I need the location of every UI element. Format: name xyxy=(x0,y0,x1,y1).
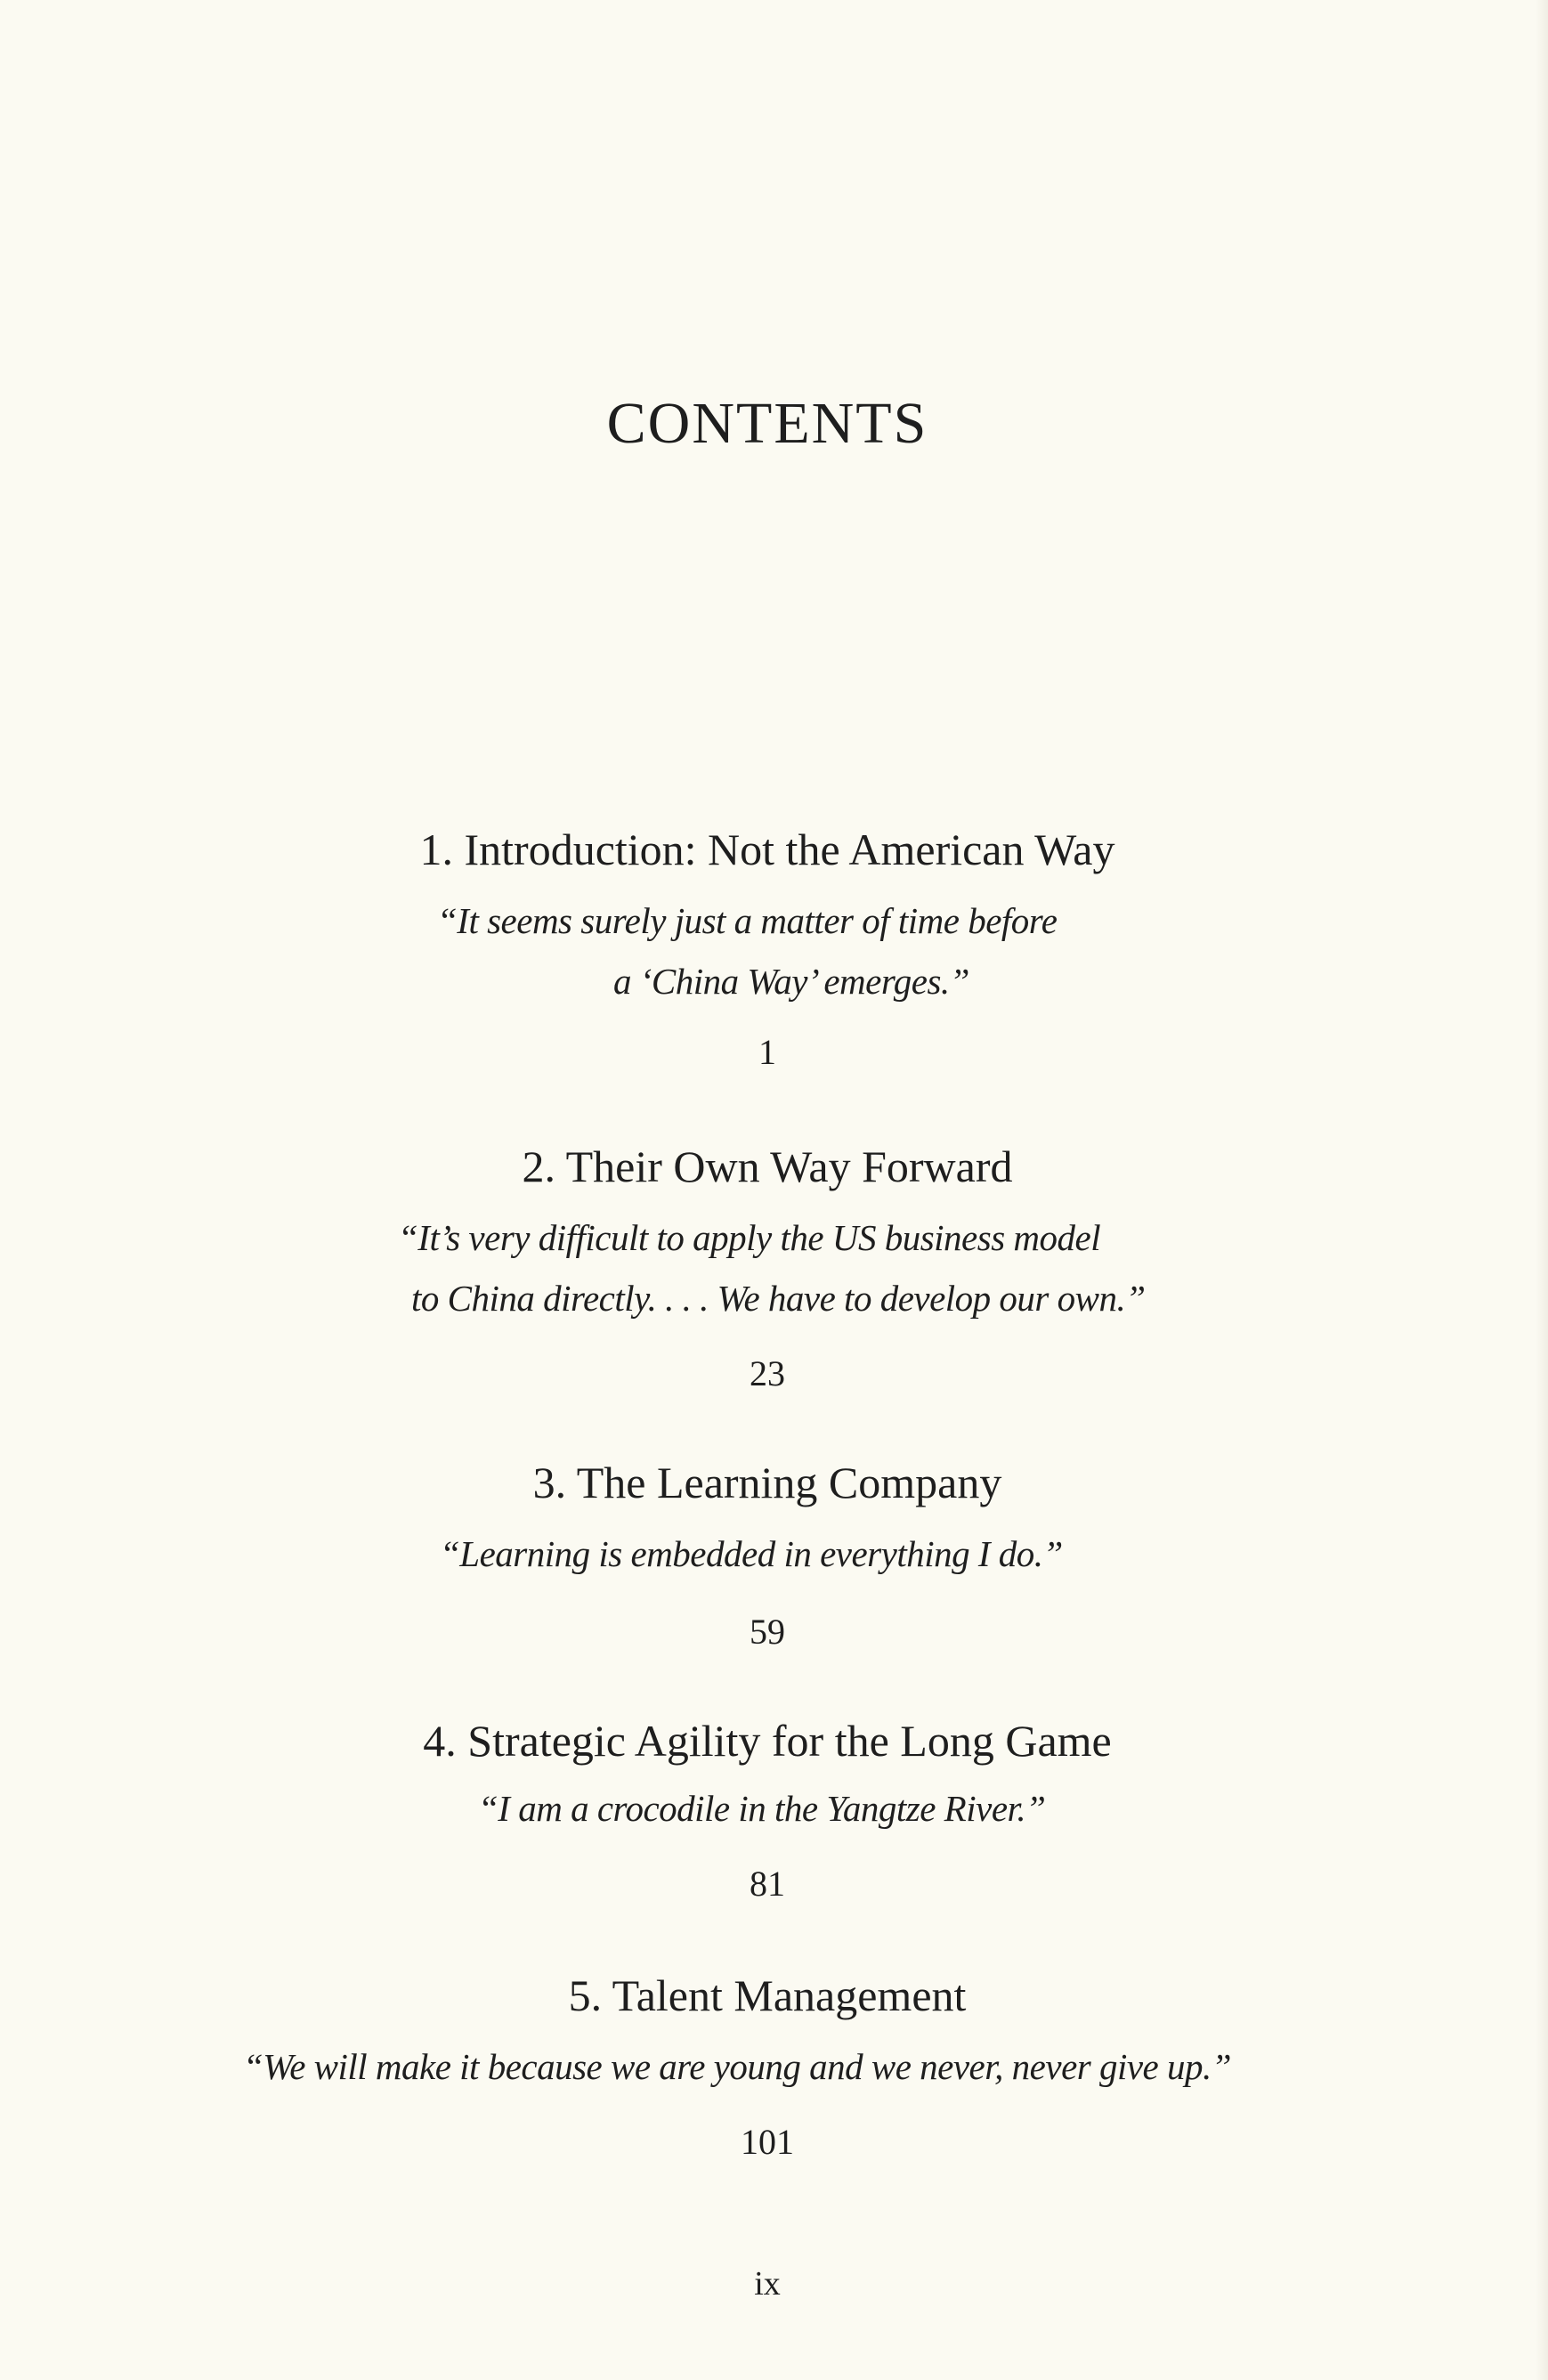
toc-entry-epigraph: “I am a crocodile in the Yangtze River.” xyxy=(478,1788,1046,1829)
page-edge-shadow xyxy=(1536,0,1548,2380)
toc-entry-epigraph: “It seems surely just a matter of time before xyxy=(437,900,1058,941)
toc-entry-title[interactable]: 4. Strategic Agility for the Long Game xyxy=(423,1716,1112,1766)
toc-entry-title[interactable]: 5. Talent Management xyxy=(568,1970,967,2020)
toc-entry-page-number[interactable]: 23 xyxy=(750,1353,785,1393)
toc-entry-page-number[interactable]: 101 xyxy=(741,2122,794,2162)
toc-entry-title[interactable]: 1. Introduction: Not the American Way xyxy=(419,824,1115,874)
toc-entry-page-number[interactable]: 81 xyxy=(750,1864,785,1904)
toc-entry-title[interactable]: 2. Their Own Way Forward xyxy=(522,1141,1013,1191)
toc-entry-epigraph: to China directly. . . . We have to develop our own.” xyxy=(411,1278,1146,1319)
toc-entry-epigraph: “Learning is embedded in everything I do.” xyxy=(440,1533,1063,1574)
toc-entry-epigraph: “It’s very difficult to apply the US business model xyxy=(398,1217,1101,1258)
toc-entry-page-number[interactable]: 1 xyxy=(758,1032,776,1072)
toc-entry-title[interactable]: 3. The Learning Company xyxy=(532,1458,1002,1507)
toc-entry-epigraph: “We will make it because we are young and we never, never give up.” xyxy=(243,2046,1232,2087)
page-title: CONTENTS xyxy=(606,391,928,456)
toc-entry-page-number[interactable]: 59 xyxy=(750,1612,785,1652)
toc-entry-epigraph: a ‘China Way’ emerges.” xyxy=(613,961,969,1002)
page-folio: ix xyxy=(754,2265,781,2303)
